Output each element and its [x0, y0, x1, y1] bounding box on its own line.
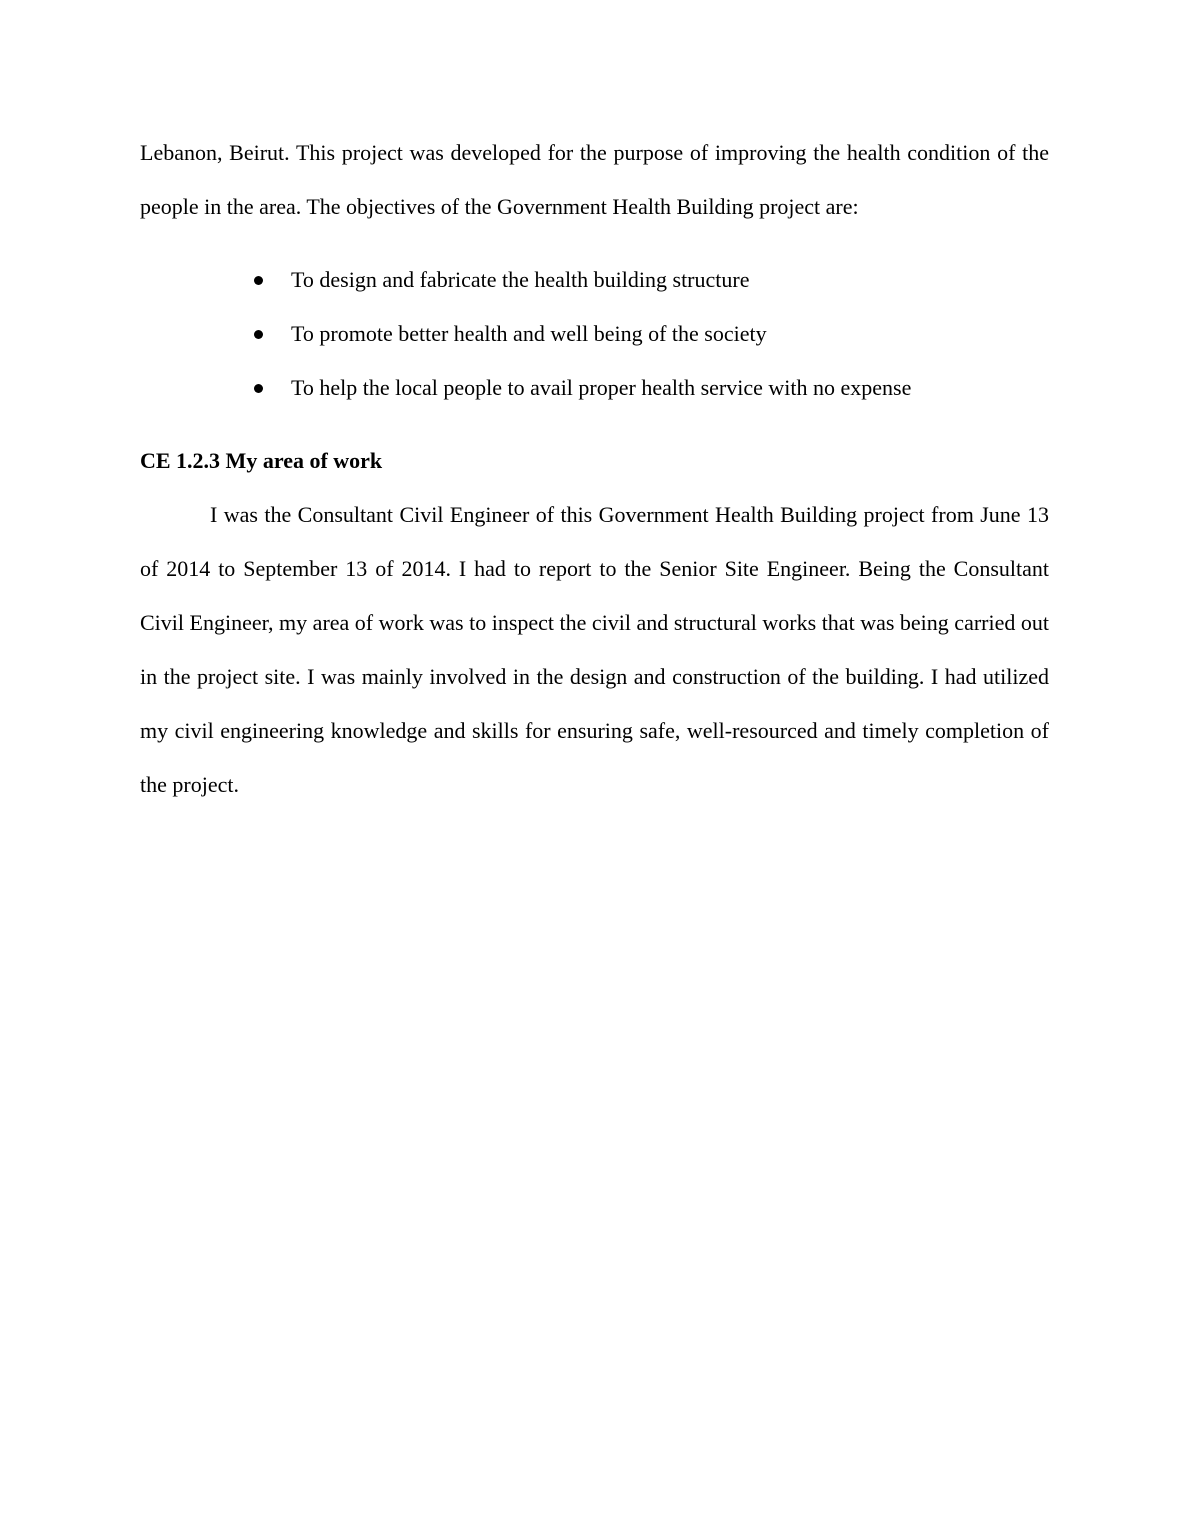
section-heading: CE 1.2.3 My area of work: [140, 448, 383, 473]
bullet-icon: [254, 276, 263, 285]
objective-text: To design and fabricate the health building structure: [291, 267, 750, 292]
objective-text: To promote better health and well being of the society: [291, 321, 767, 346]
list-item: [140, 307, 1049, 361]
bullet-icon: [254, 330, 263, 339]
objective-text: To help the local people to avail proper health service with no expense: [291, 375, 912, 400]
work-paragraph: I was the Consultant Civil Engineer of this Government Health Building project from June 13 of 2014 to September 13 of 2014. I had to report to the Senior Site Engineer. Being the Consultant Civil Engineer, my area of work was to inspect the civil and structural works that was being carried out in the project site. I was mainly involved in the design and construction of the building. I had utilized my civil engineering knowledge and skills for ensuring safe, well-resourced and timely completion of the project.: [140, 502, 1049, 797]
intro-paragraph: Lebanon, Beirut. This project was developed for the purpose of improving the health condition of the people in the area. The objectives of the Government Health Building project are:: [140, 140, 1049, 219]
list-item: [140, 361, 1049, 415]
objectives-list: [140, 253, 1049, 415]
bullet-icon: [254, 384, 263, 393]
list-item: [140, 253, 1049, 307]
